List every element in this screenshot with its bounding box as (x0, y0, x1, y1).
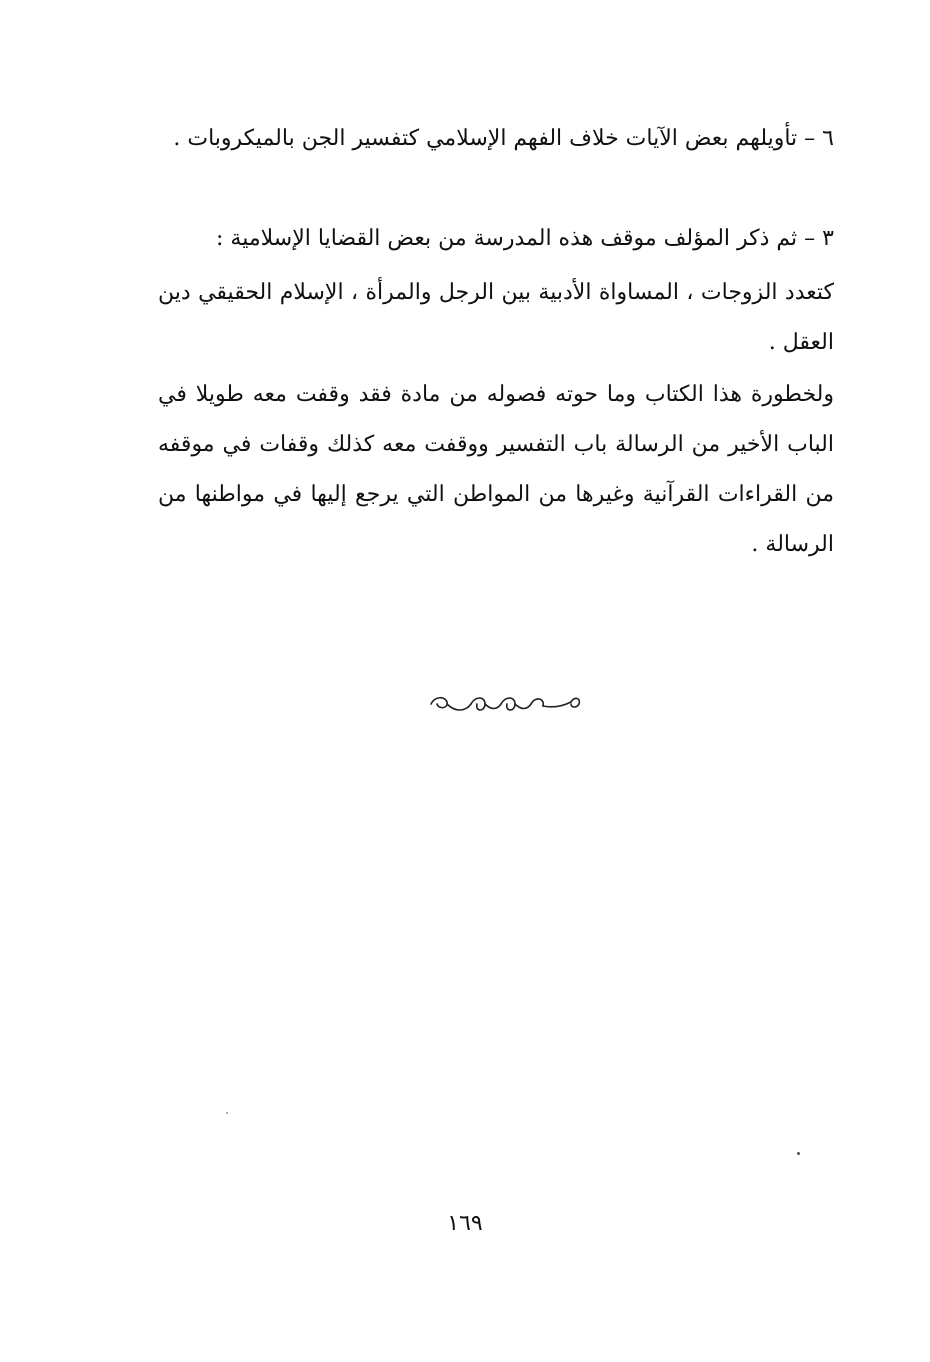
paragraph-point-3: ٣ – ثم ذكر المؤلف موقف هذه المدرسة من بعض القضايا الإسلامية : (216, 226, 834, 251)
paragraph-conclusion: ولخطورة هذا الكتاب وما حوته فصوله من مادة فقد وقفت معه طويلا في الباب الأخير من الرسالة باب التفسير ووقفت معه كذلك وقفات في موقفه من القراءات القرآنية وغيرها من المواطن التي يرجع إليها في مواطنها من الرسالة . (158, 382, 834, 557)
paragraph-point-6: ٦ – تأويلهم بعض الآيات خلاف الفهم الإسلامي كتفسير الجن بالميكروبات . (173, 126, 834, 151)
scan-speck (226, 1112, 228, 1114)
paragraph-issues-list: كتعدد الزوجات ، المساواة الأدبية بين الرجل والمرأة ، الإسلام الحقيقي دين العقل . (158, 280, 834, 355)
decorative-flourish-icon (425, 686, 585, 726)
page-number: ١٦٩ (447, 1211, 483, 1236)
scan-speck (797, 1152, 800, 1155)
